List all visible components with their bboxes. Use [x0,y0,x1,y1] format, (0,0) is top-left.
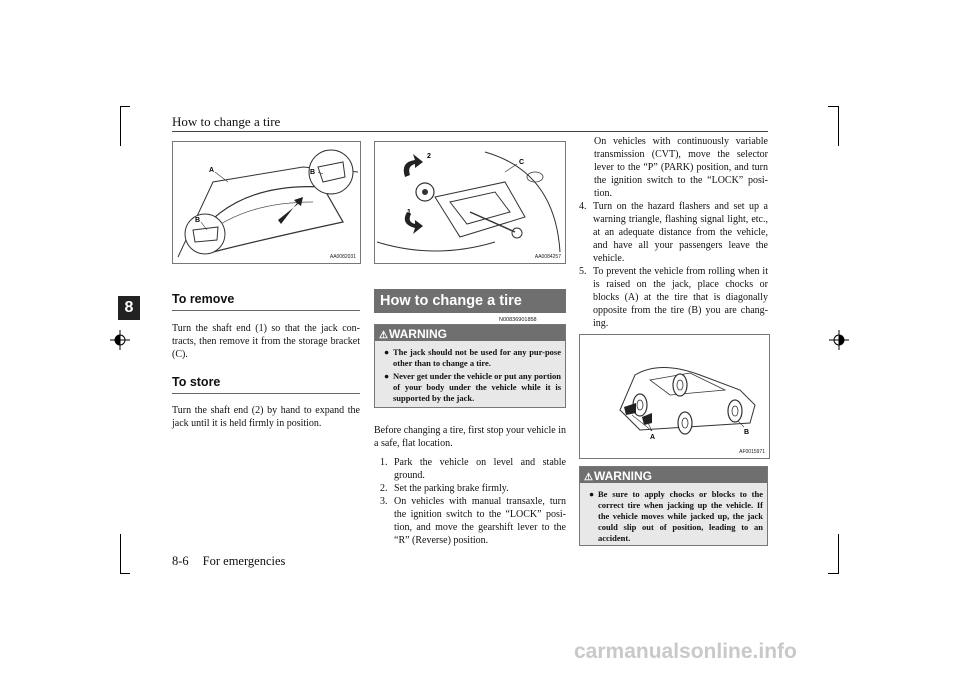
warning-label: WARNING [593,469,652,483]
warning-item [384,371,561,404]
bullet-icon: ● [589,489,595,499]
warning-title [584,469,652,483]
crop-mark [838,534,839,574]
page-number: 8-6 [172,554,189,568]
step-text: Turn on the hazard flashers and set up a warning triangle, flashing signal light, etc., at an adequate distance from the vehicle, and have all your passengers leave the vehicle. [593,201,768,264]
cvt-text: On vehicles with continuously variable transmission (CVT), move the selector lever to the “P” (PARK) position, and turn the ignition switch to the “LOCK” posi-tion. [594,136,768,199]
warning-label: WARNING [388,327,447,341]
to-remove-heading: To remove [172,292,235,306]
subhead-rule [172,310,360,311]
jack-storage-figure [172,141,361,264]
step-number: 1. [380,457,388,468]
chock-figure [579,334,770,459]
crop-mark [120,534,121,574]
step-text: Park the vehicle on level and stable ground. [394,457,566,481]
watermark: carmanualsonline.info [574,640,797,663]
step-text: To prevent the vehicle from rolling when it is raised on the jack, place chocks or blocks (A) at the tire that is diagonally opposite from the tire (B) you are chang-ing. [593,266,768,329]
crop-mark [838,106,839,146]
to-remove-text: Turn the shaft end (1) so that the jack con-tracts, then remove it from the storage bracket (C). [172,323,360,360]
crop-mark [120,573,130,574]
bullet-icon: ● [384,371,390,381]
figure-label: B [310,169,316,176]
jack-storage-illustration [173,142,360,263]
chapter-tab: 8 [118,296,140,320]
figure-label: A [209,167,215,174]
warning-item [589,489,763,544]
to-store-heading: To store [172,375,221,389]
crop-mark [120,106,130,107]
warning-item-text: Be sure to apply chocks or blocks to the correct tire when jacking up the vehicle. If the vehicle moves while jacked up, the jack could slip out of position, leading to an accident. [598,489,763,543]
crop-mark [828,106,838,107]
steps-list [380,456,566,547]
registration-mark [110,330,130,350]
figure-label: C [519,159,525,166]
warning-triangle-icon: ⚠ [584,472,593,483]
jack-figure [374,141,566,264]
warning-item-text: Never get under the vehicle or put any portion of your body under the vehicle while it is supported by the jack. [393,371,561,403]
figure-code: AF0015971 [739,449,765,455]
figure-label: 1 [407,209,411,216]
step-text: Set the parking brake firmly. [394,483,509,494]
registration-mark [829,330,849,350]
step-text: On vehicles with manual transaxle, turn the ignition switch to the “LOCK” posi-tion, and move the gearshift lever to the “R” (Reverse) position. [394,496,566,546]
figure-label: B [195,217,201,224]
warning-item [384,347,561,369]
list-item [380,495,566,547]
warning-box [579,466,768,546]
list-item [380,456,566,482]
jack-illustration [375,142,565,263]
warning-item-text: The jack should not be used for any pur-pose other than to change a tire. [393,347,561,368]
header-rule [172,131,768,132]
intro-text: Before changing a tire, first stop your vehicle in a safe, flat location. [374,425,566,449]
figure-label: A [650,434,656,441]
section-title: How to change a tire [374,289,566,313]
warning-triangle-icon: ⚠ [379,330,388,341]
bullet-icon: ● [384,347,390,357]
figure-code: AA0084257 [534,254,561,260]
list-item [380,482,566,495]
step-number: 3. [380,496,388,507]
figure-code: AA0082031 [329,254,356,260]
figure-label: 2 [427,153,431,160]
running-header: How to change a tire [172,114,281,129]
subhead-rule [172,393,360,394]
page-footer [172,554,285,569]
step-number: 4. [579,201,587,212]
reference-code: N00836901858 [499,317,537,323]
footer-section: For emergencies [202,554,286,568]
step-number: 2. [380,483,388,494]
crop-mark [120,106,121,146]
steps-list [579,200,768,330]
step-number: 5. [579,266,587,277]
list-item [579,265,768,330]
figure-label: B [744,429,750,436]
warning-title [379,327,447,341]
crop-mark [828,573,838,574]
list-item [579,200,768,265]
to-store-text: Turn the shaft end (2) by hand to expand the jack until it is held firmly in position. [172,405,360,429]
warning-box [374,324,566,408]
chock-illustration [580,335,769,458]
